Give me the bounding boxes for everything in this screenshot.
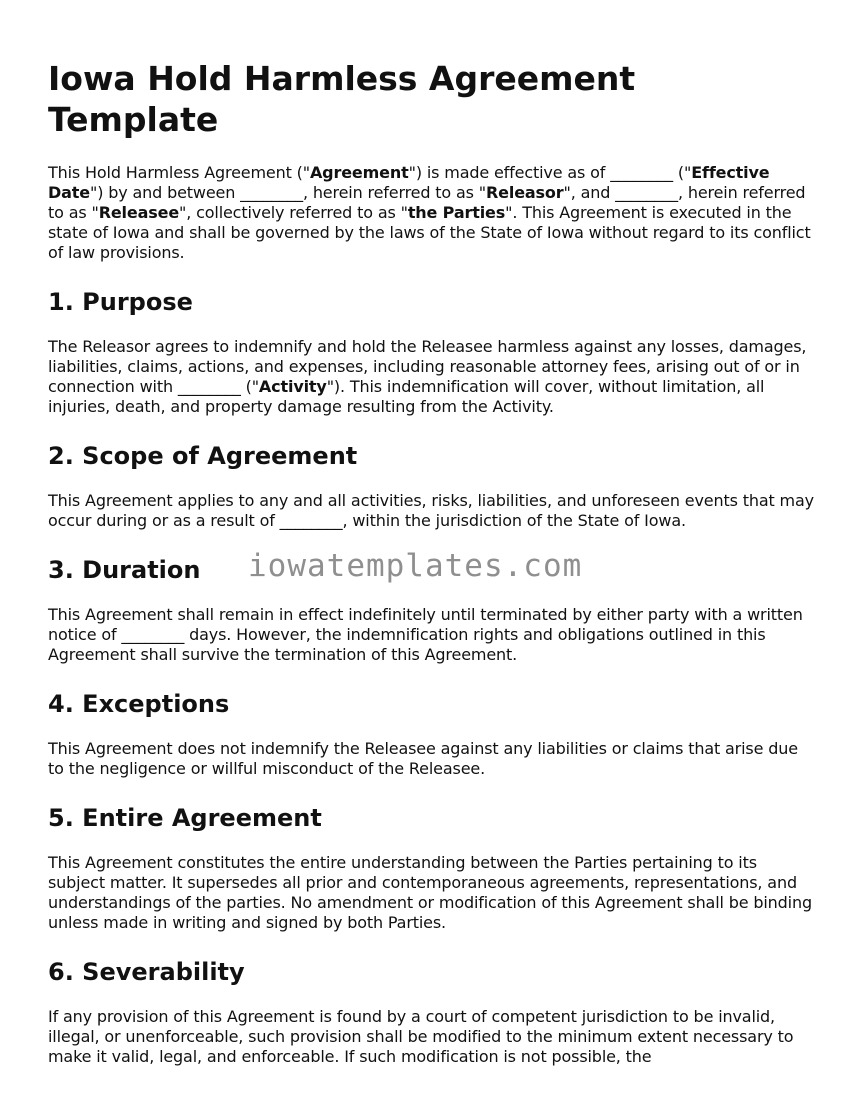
text-run: ". This Agreement is executed in the state of Iowa and shall be governed by the laws of the State of Iowa without regard to its conflict of law provisions.	[48, 203, 811, 262]
text-run: The Releasor agrees to indemnify and hold the Releasee harmless against any losses, damages, liabilities, claims, actions, and expenses, including reasonable attorney fees, arising out of or in connection with ________ ("	[48, 337, 807, 396]
section-exceptions	[48, 689, 816, 779]
scope-heading: 2. Scope of Agreement	[48, 442, 358, 470]
document-page	[48, 58, 816, 1091]
section-purpose	[48, 287, 816, 417]
entire-agreement-paragraph: This Agreement constitutes the entire understanding between the Parties pertaining to its subject matter. It supersedes all prior and contemporaneous agreements, representations, and understandings of the parties. No amendment or modification of this Agreement shall be binding unless made in writing and signed by both Parties.	[48, 853, 812, 932]
purpose-paragraph	[48, 337, 816, 417]
defined-term: Releasor	[485, 183, 564, 202]
entire-agreement-heading: 5. Entire Agreement	[48, 804, 322, 832]
severability-heading: 6. Severability	[48, 958, 245, 986]
watermark-text: iowatemplates.com	[248, 548, 583, 584]
section-duration	[48, 548, 816, 665]
severability-paragraph: If any provision of this Agreement is found by a court of competent jurisdiction to be invalid, illegal, or unenforceable, such provision shall be modified to the minimum extent necessary to make it valid, legal, and enforceable. If such modification is not possible, the	[48, 1007, 794, 1066]
section-scope	[48, 441, 816, 531]
scope-paragraph: This Agreement applies to any and all activities, risks, liabilities, and unforeseen events that may occur during or as a result of ________, within the jurisdiction of the State of Iowa.	[48, 491, 814, 530]
defined-term: Agreement	[309, 163, 409, 182]
intro-paragraph	[48, 163, 816, 263]
text-run: ", and ________, herein referred to as "	[48, 183, 806, 222]
duration-paragraph: This Agreement shall remain in effect indefinitely until terminated by either party with a written notice of ________ days. However, the indemnification rights and obligations outlined in this Agreement shall survive the termination of this Agreement.	[48, 605, 803, 664]
document-title: Iowa Hold Harmless Agreement Template	[48, 59, 636, 139]
defined-term: Activity	[258, 377, 327, 396]
defined-term: the Parties	[407, 203, 506, 222]
duration-heading: 3. Duration	[48, 556, 201, 584]
text-run: ") is made effective as of ________ ("	[408, 163, 692, 182]
exceptions-heading: 4. Exceptions	[48, 690, 230, 718]
purpose-heading: 1. Purpose	[48, 288, 193, 316]
text-run: This Hold Harmless Agreement ("	[48, 163, 310, 182]
exceptions-paragraph: This Agreement does not indemnify the Releasee against any liabilities or claims that arise due to the negligence or willful misconduct of the Releasee.	[48, 739, 798, 778]
section-severability	[48, 957, 816, 1067]
text-run: "). This indemnification will cover, without limitation, all injuries, death, and property damage resulting from the Activity.	[48, 377, 765, 416]
text-run: ") by and between ________, herein referred to as "	[89, 183, 486, 202]
defined-term: Releasee	[98, 203, 180, 222]
text-run: ", collectively referred to as "	[179, 203, 408, 222]
defined-term: Effective Date	[48, 163, 770, 202]
section-entire-agreement	[48, 803, 816, 933]
